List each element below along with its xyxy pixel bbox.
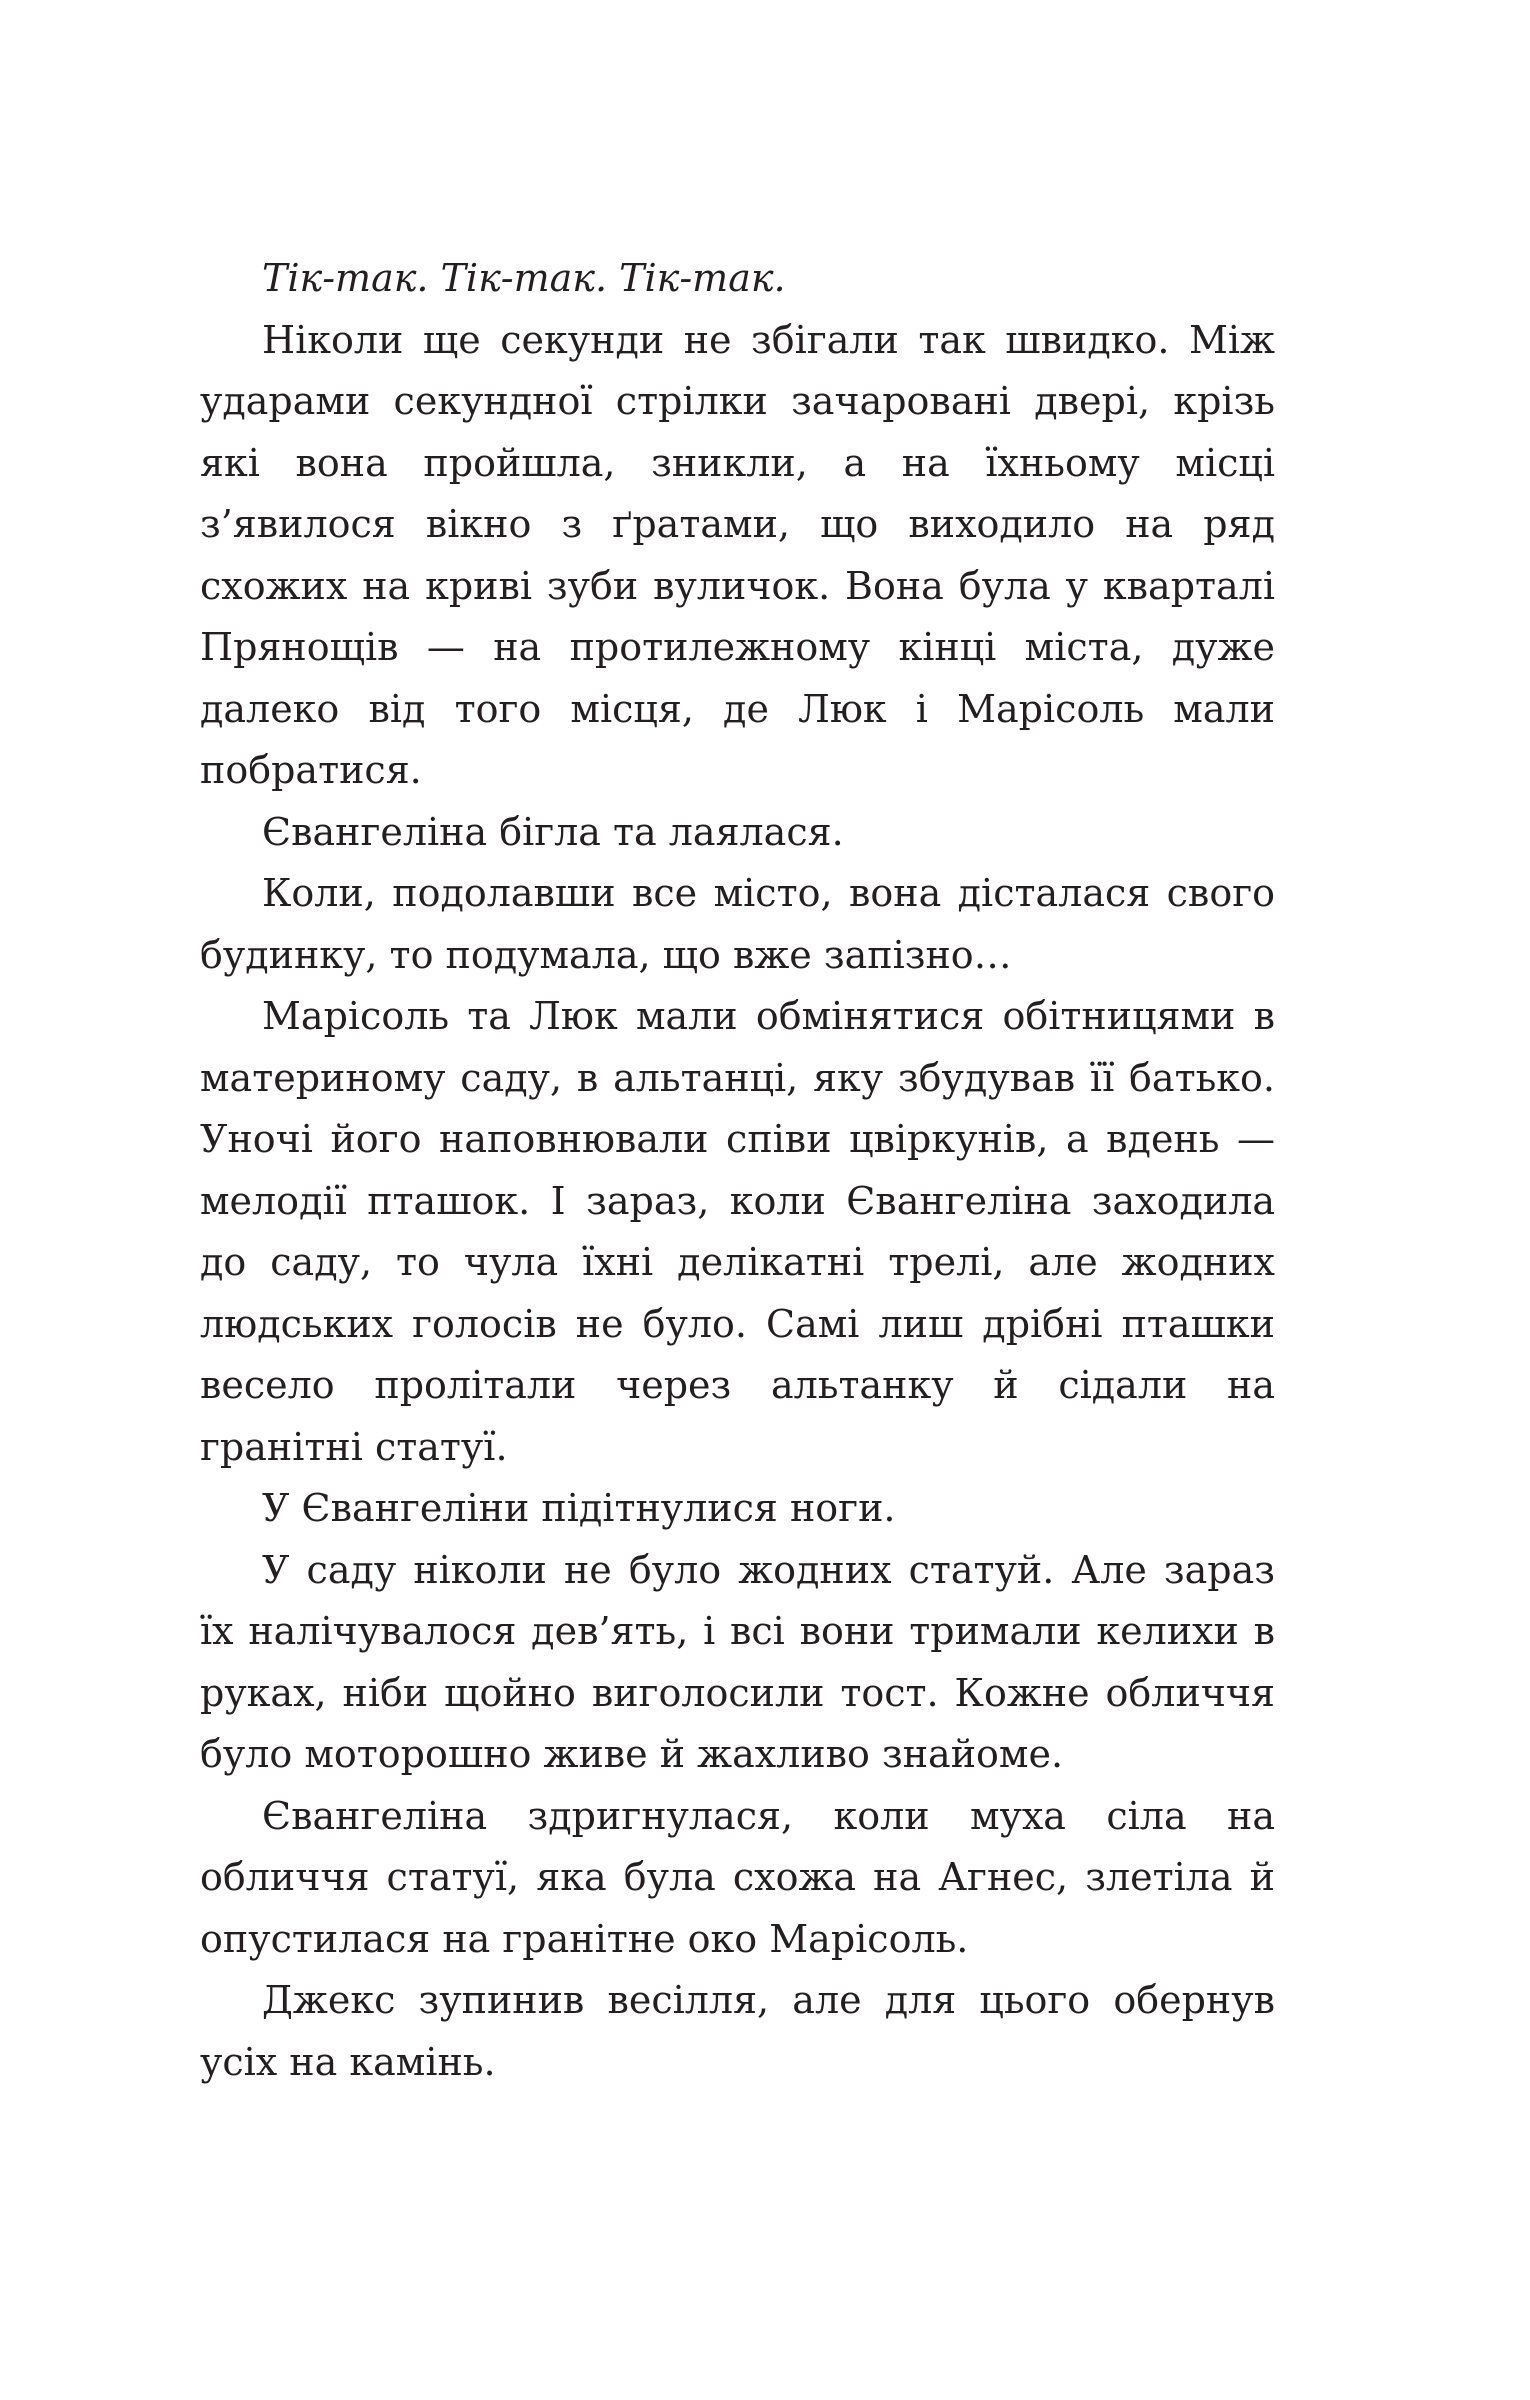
paragraph: Коли, подолавши все місто, вона дісталася свого будинку, то подумала, що вже запізно… bbox=[200, 871, 1275, 977]
paragraph: Джекс зупинив весілля, але для цього обернув усіх на камінь. bbox=[200, 1978, 1275, 2084]
paragraph: Євангеліна здригнулася, коли муха сіла на обличчя статуї, яка була схожа на Агнес, злетіла й опустилася на гранітне око Марісоль. bbox=[200, 1793, 1275, 1961]
paragraph: Марісоль та Люк мали обмінятися обітницями в материному саду, в альтанці, яку збудував її батько. Уночі його наповнювали співи цвіркунів, а вдень — мелодії пташок. І зараз, коли Євангеліна заходила до саду, то чула їхні делікатні трелі, але жодних людських голосів не було. Самі лиш дрібні пташки весело пролітали через альтанку й сідали на гранітні статуї. bbox=[200, 994, 1275, 1469]
paragraph: Євангеліна бігла та лаялася. bbox=[262, 809, 844, 854]
paragraph: У Євангеліни підітнулися ноги. bbox=[262, 1486, 896, 1530]
paragraph: Тік-так. Тік-так. Тік-так. bbox=[262, 256, 786, 300]
paragraph: У саду ніколи не було жодних статуй. Але зараз їх налічувалося дев’ять, і всі вони тримали келихи в руках, ніби щойно виголосили тост. Кожне обличчя було моторошно живе й жахливо знайоме. bbox=[200, 1547, 1275, 1776]
body-text bbox=[200, 248, 1275, 2093]
paragraph: Ніколи ще секунди не збігали так швидко. Між ударами секундної стрілки зачаровані двері, крізь які вона пройшла, зникли, а на їхньому місці з’явилося вікно з ґратами, що виходило на ряд схожих на криві зуби вуличок. Вона була у кварталі Прянощів — на протилежному кінці міста, дуже далеко від того місця, де Люк і Марісоль мали побратися. bbox=[200, 317, 1275, 792]
